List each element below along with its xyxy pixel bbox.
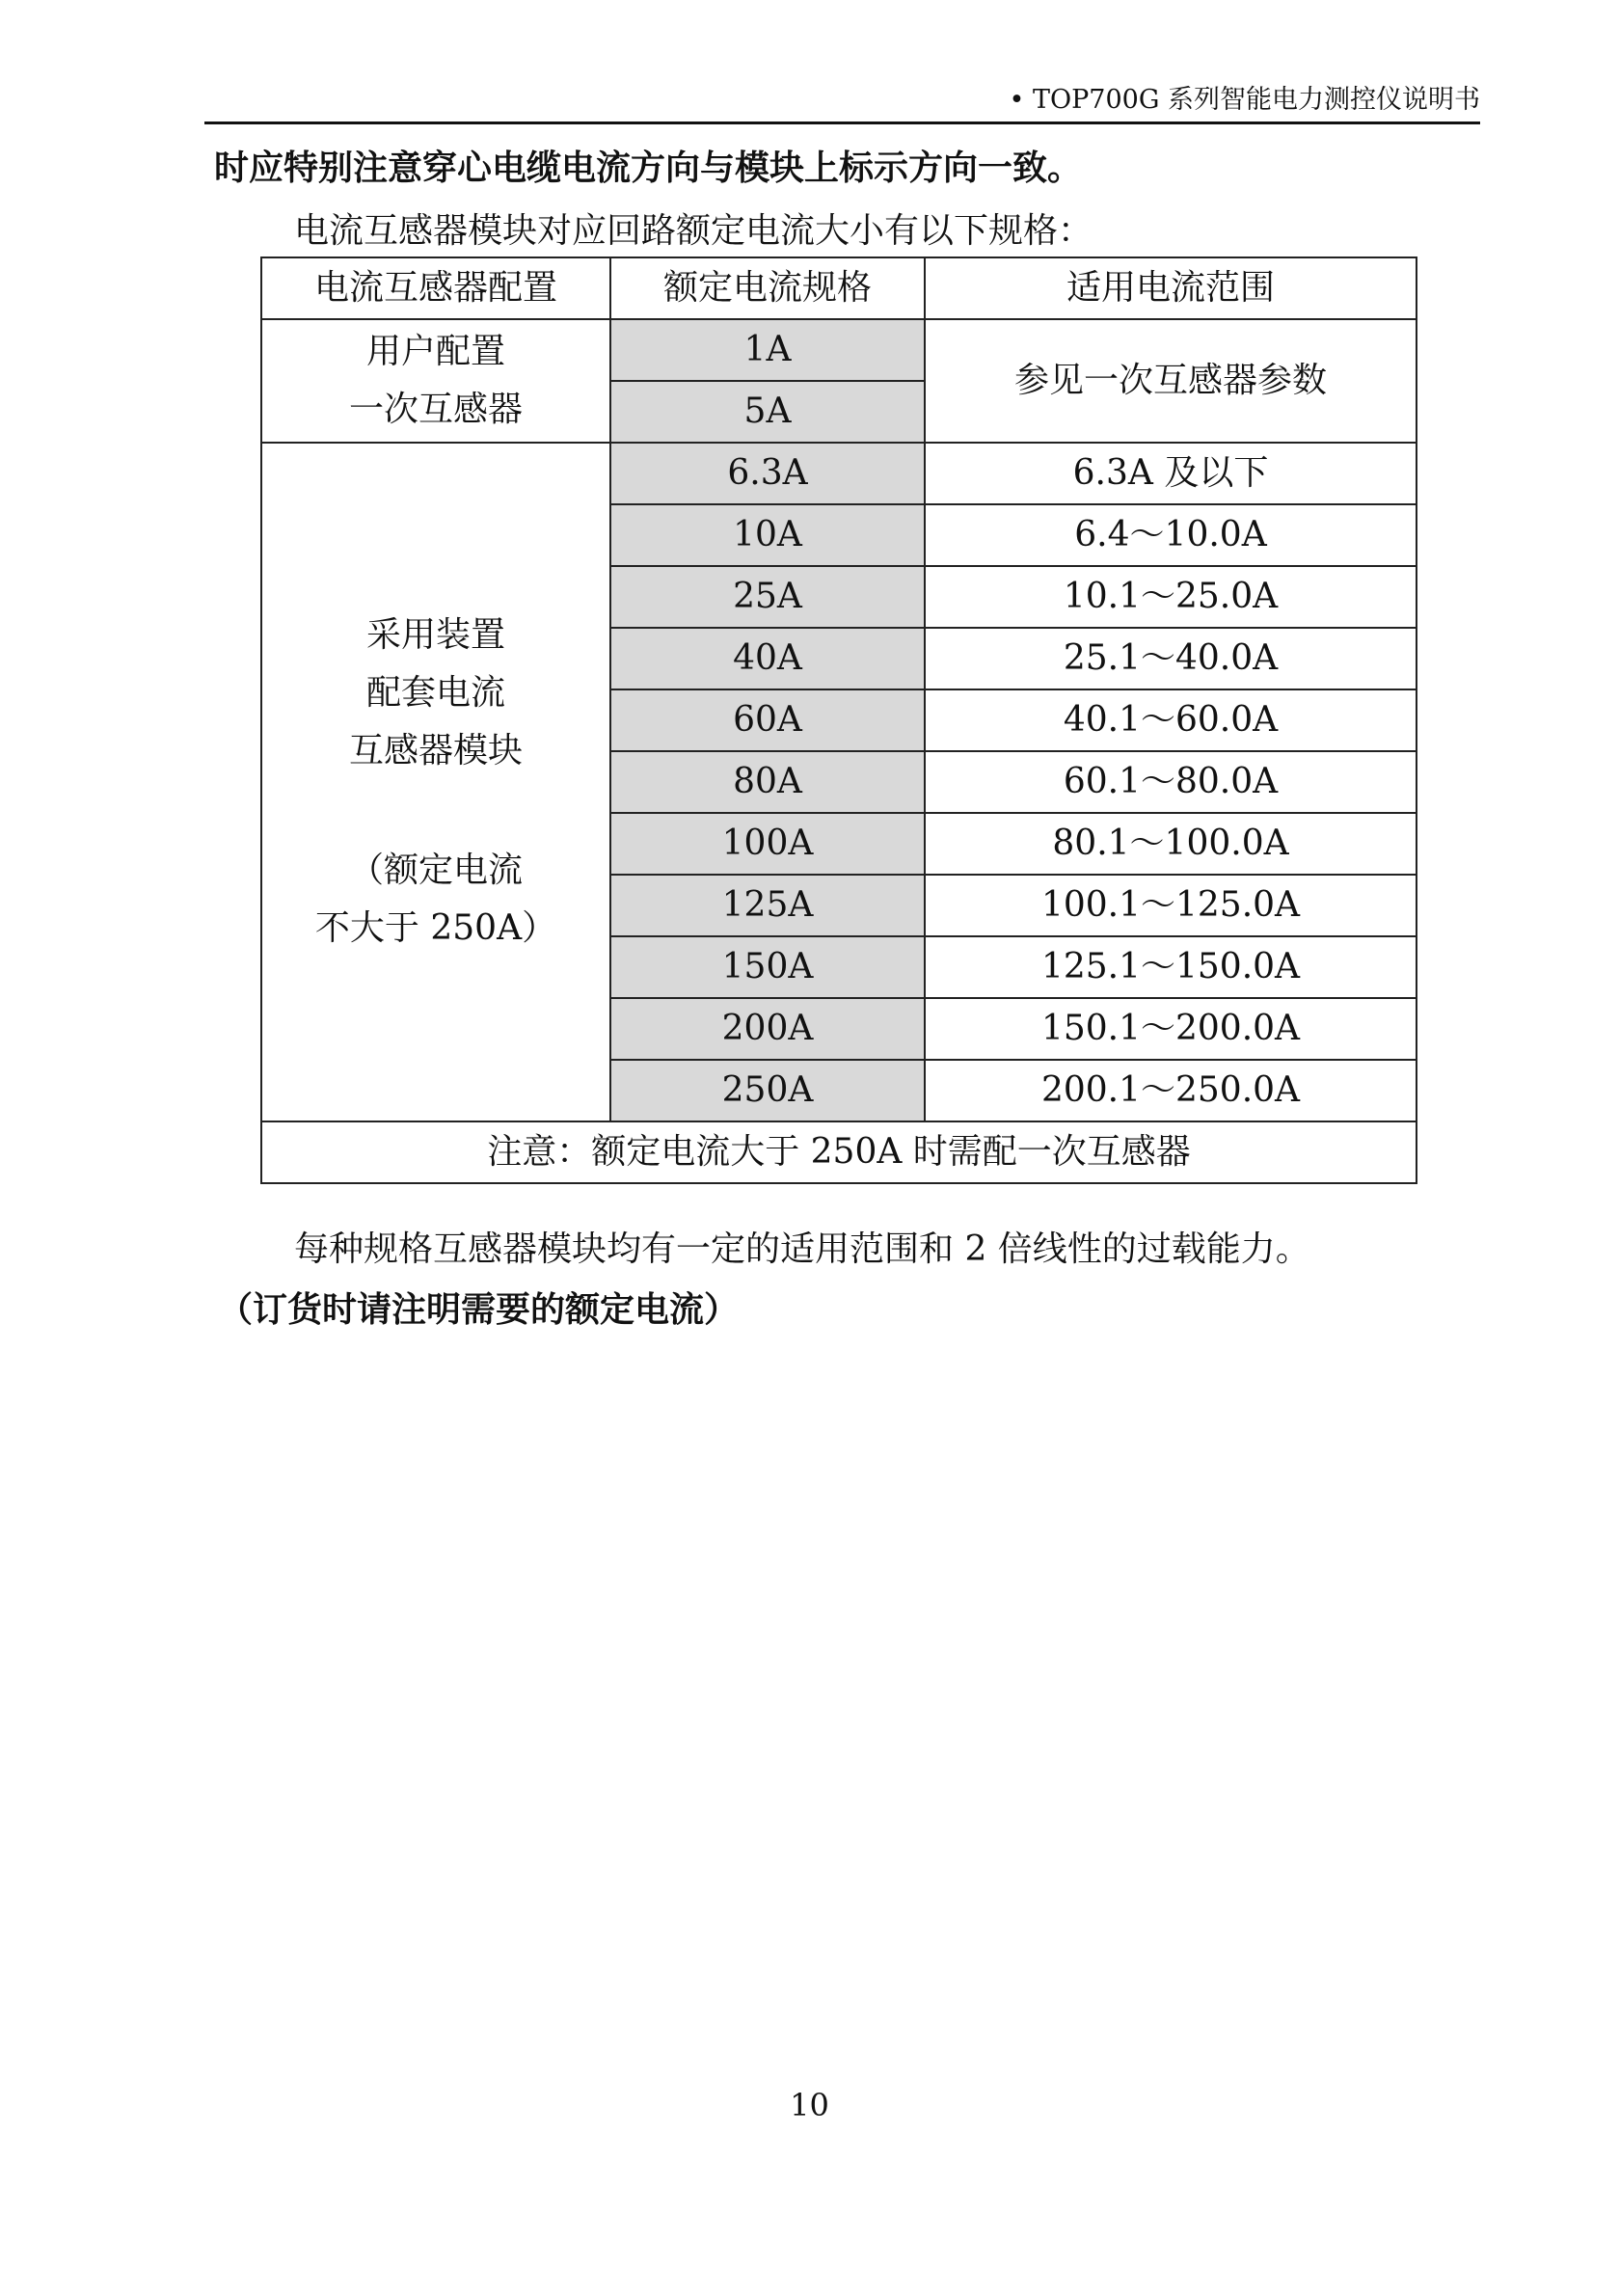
header-rule bbox=[204, 122, 1480, 124]
rated-cell: 5A bbox=[610, 381, 925, 443]
rated-cell: 125A bbox=[610, 875, 925, 936]
rated-cell: 60A bbox=[610, 689, 925, 751]
rated-cell: 250A bbox=[610, 1060, 925, 1121]
config-line: 配套电流 bbox=[365, 673, 505, 713]
range-cell: 6.3A 及以下 bbox=[925, 443, 1417, 504]
rated-cell: 80A bbox=[610, 751, 925, 813]
order-note: （订货时请注明需要的额定电流） bbox=[218, 1289, 740, 1330]
config-line: 一次互感器 bbox=[348, 390, 523, 429]
warning-paragraph: 时应特别注意穿心电缆电流方向与模块上标示方向一致。 bbox=[214, 148, 1083, 188]
intro-paragraph: 电流互感器模块对应回路额定电流大小有以下规格： bbox=[294, 211, 1093, 251]
header-config: 电流互感器配置 bbox=[261, 257, 610, 319]
table-note-row bbox=[261, 1121, 1417, 1183]
rated-cell: 100A bbox=[610, 813, 925, 875]
config-line: 用户配置 bbox=[365, 332, 505, 371]
current-transformer-spec-table bbox=[260, 257, 1417, 1184]
rated-cell: 40A bbox=[610, 628, 925, 689]
rated-cell: 10A bbox=[610, 504, 925, 566]
range-cell: 25.1～40.0A bbox=[925, 628, 1417, 689]
table-header-row bbox=[261, 257, 1417, 319]
range-cell: 6.4～10.0A bbox=[925, 504, 1417, 566]
config-line: 互感器模块 bbox=[348, 731, 523, 770]
rated-cell: 25A bbox=[610, 566, 925, 628]
range-cell: 80.1～100.0A bbox=[925, 813, 1417, 875]
config-line: 采用装置 bbox=[365, 615, 505, 655]
range-cell: 40.1～60.0A bbox=[925, 689, 1417, 751]
config-line: 不大于 250A） bbox=[314, 908, 557, 948]
table-row bbox=[261, 443, 1417, 504]
range-cell: 60.1～80.0A bbox=[925, 751, 1417, 813]
header-rated-current: 额定电流规格 bbox=[610, 257, 925, 319]
config-gap bbox=[262, 780, 609, 842]
range-cell: 10.1～25.0A bbox=[925, 566, 1417, 628]
config-user-primary bbox=[261, 319, 610, 443]
rated-cell: 1A bbox=[610, 319, 925, 381]
table-row bbox=[261, 319, 1417, 381]
rated-cell: 150A bbox=[610, 936, 925, 998]
config-device-module bbox=[261, 443, 610, 1121]
config-line: （额定电流 bbox=[348, 851, 523, 890]
range-cell: 200.1～250.0A bbox=[925, 1060, 1417, 1121]
page-number: 10 bbox=[790, 2087, 829, 2123]
header-applicable-range: 适用电流范围 bbox=[925, 257, 1417, 319]
table-note: 注意：额定电流大于 250A 时需配一次互感器 bbox=[261, 1121, 1417, 1183]
rated-cell: 6.3A bbox=[610, 443, 925, 504]
range-cell: 100.1～125.0A bbox=[925, 875, 1417, 936]
range-cell: 125.1～150.0A bbox=[925, 936, 1417, 998]
range-cell: 150.1～200.0A bbox=[925, 998, 1417, 1060]
running-header: • TOP700G 系列智能电力测控仪说明书 bbox=[1009, 85, 1480, 115]
range-cell: 参见一次互感器参数 bbox=[925, 319, 1417, 443]
overload-paragraph: 每种规格互感器模块均有一定的适用范围和 2 倍线性的过载能力。 bbox=[294, 1229, 1310, 1269]
rated-cell: 200A bbox=[610, 998, 925, 1060]
